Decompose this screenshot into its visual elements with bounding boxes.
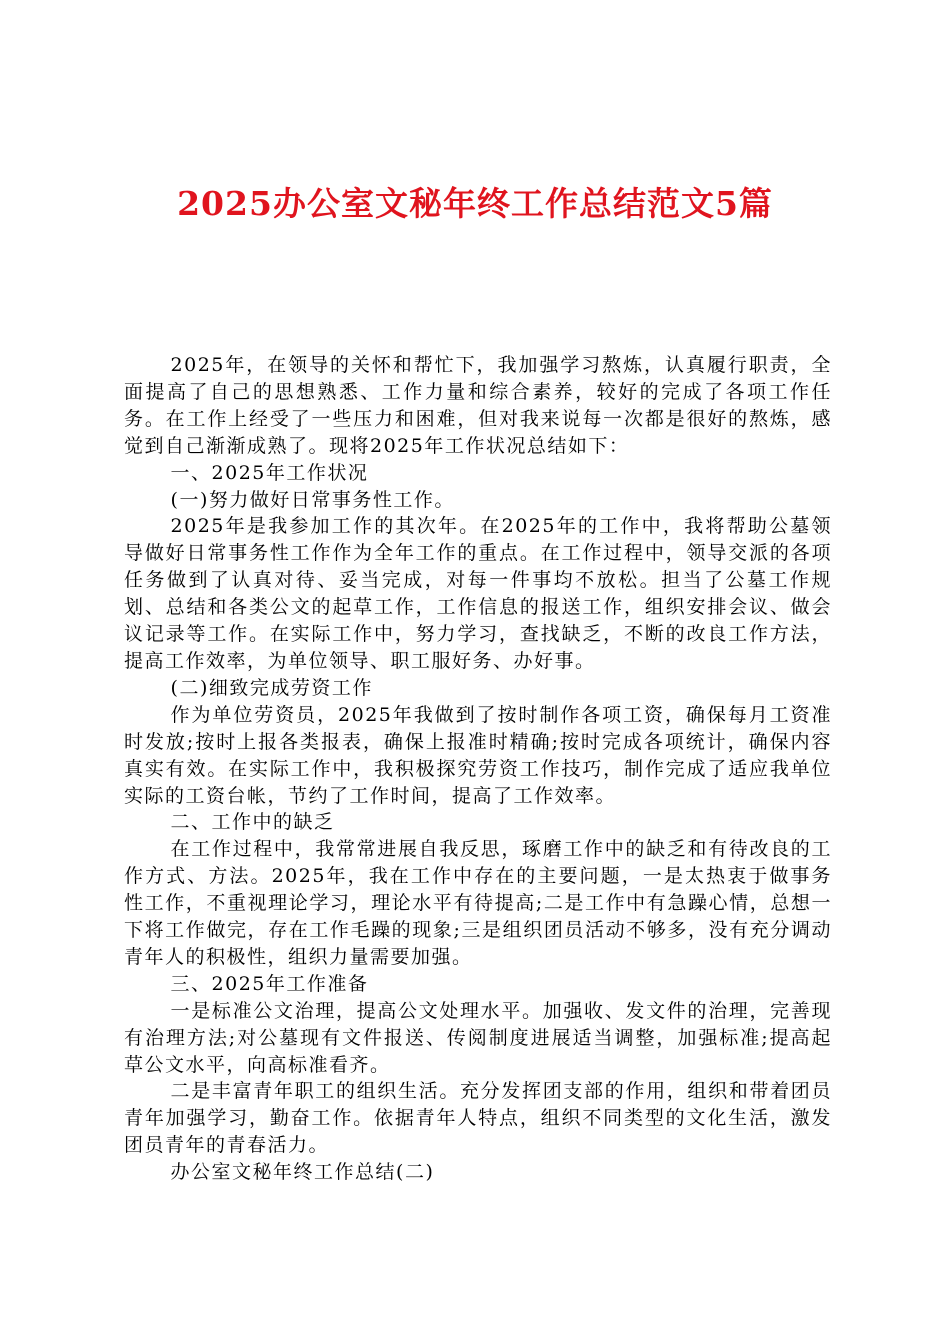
subsection-heading-1-1: (一)努力做好日常事务性工作。 <box>170 488 455 511</box>
subsection-heading-1-2: (二)细致完成劳资工作 <box>170 676 373 699</box>
body-paragraph: 在工作过程中，我常常进展自我反思，琢磨工作中的缺乏和有待改良的工作方式、方法。2025年，我在工作中存在的主要问题，一是太热衷于做事务性工作，不重视理论学习，理论水平有待提高;二是工作中有急躁心情，总想一下将工作做完，存在工作毛躁的现象;三是组织团员活动不够多，没有充分调动青年人的积极性，组织力量需要加强。 <box>124 838 832 968</box>
document-body <box>124 352 832 1186</box>
section-heading-3: 三、2025年工作准备 <box>170 972 369 995</box>
body-paragraph: 一是标准公文治理，提高公文处理水平。加强收、发文件的治理，完善现有治理方法;对公墓现有文件报送、传阅制度进展适当调整，加强标准;提高起草公文水平，向高标准看齐。 <box>124 999 832 1076</box>
body-paragraph: 二是丰富青年职工的组织生活。充分发挥团支部的作用，组织和带着团员青年加强学习，勤奋工作。依据青年人特点，组织不同类型的文化生活，激发团员青年的青春活力。 <box>124 1080 832 1157</box>
intro-paragraph: 2025年，在领导的关怀和帮忙下，我加强学习熬炼，认真履行职责，全面提高了自己的思想熟悉、工作力量和综合素养，较好的完成了各项工作任务。在工作上经受了一些压力和困难，但对我来说每一次都是很好的熬炼，感觉到自己渐渐成熟了。现将2025年工作状况总结如下： <box>124 354 832 457</box>
section-heading-1: 一、2025年工作状况 <box>170 461 369 484</box>
next-article-heading: 办公室文秘年终工作总结(二) <box>170 1161 435 1184</box>
body-paragraph: 2025年是我参加工作的其次年。在2025年的工作中，我将帮助公墓领导做好日常事务性工作作为全年工作的重点。在工作过程中，领导交派的各项任务做到了认真对待、妥当完成，对每一件事均不放松。担当了公墓工作规划、总结和各类公文的起草工作，工作信息的报送工作，组织安排会议、做会议记录等工作。在实际工作中，努力学习，查找缺乏，不断的改良工作方法，提高工作效率，为单位领导、职工服好务、办好事。 <box>124 515 832 672</box>
page-title: 2025办公室文秘年终工作总结范文5篇 <box>177 184 773 223</box>
section-heading-2: 二、工作中的缺乏 <box>170 811 335 834</box>
body-paragraph: 作为单位劳资员，2025年我做到了按时制作各项工资，确保每月工资准时发放;按时上报各类报表，确保上报准时精确;按时完成各项统计，确保内容真实有效。在实际工作中，我积极探究劳资工作技巧，制作完成了适应我单位实际的工资台帐，节约了工作时间，提高了工作效率。 <box>124 703 832 807</box>
